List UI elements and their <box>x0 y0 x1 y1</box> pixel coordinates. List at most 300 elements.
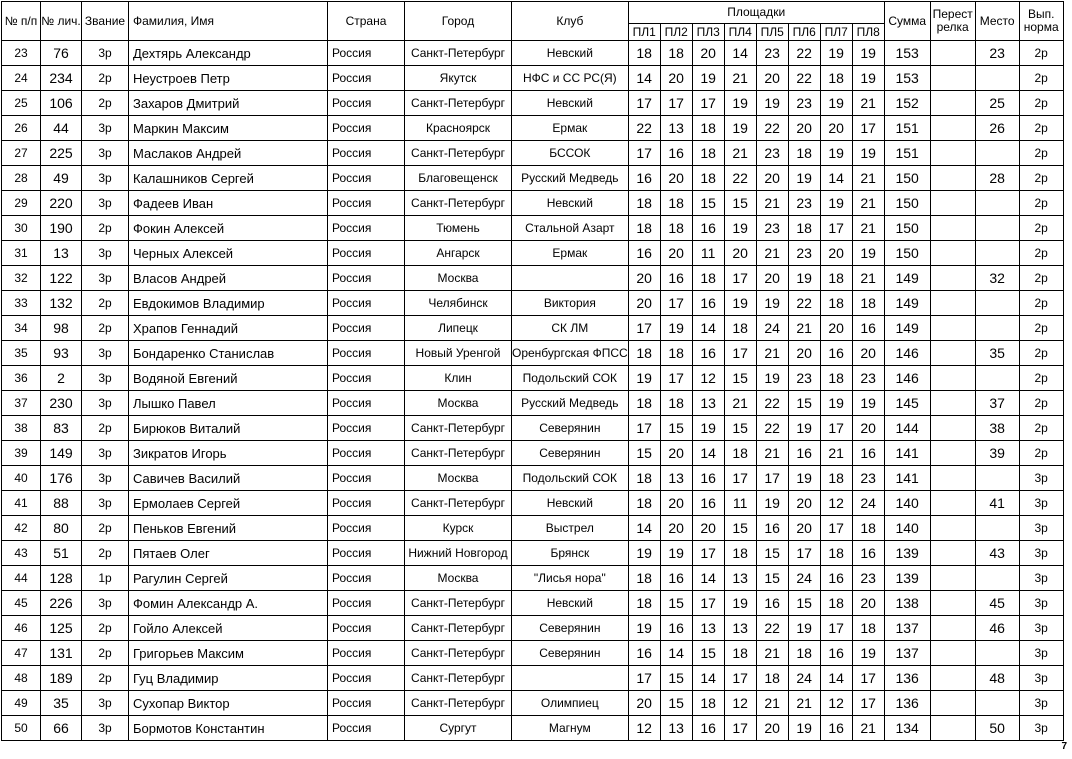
cell-np: 34 <box>2 316 41 341</box>
cell-play <box>930 41 975 66</box>
cell-pl3: 14 <box>692 566 724 591</box>
cell-rank: 3р <box>82 366 129 391</box>
cell-pl4: 13 <box>724 616 756 641</box>
cell-play <box>930 591 975 616</box>
cell-pl6: 22 <box>788 41 820 66</box>
table-row <box>2 691 1064 716</box>
header-sites: Площадки <box>628 2 884 24</box>
cell-pl7: 19 <box>820 391 852 416</box>
cell-sum: 151 <box>884 141 930 166</box>
cell-place: 45 <box>975 591 1019 616</box>
table-row <box>2 491 1064 516</box>
table-row <box>2 416 1064 441</box>
cell-rank: 2р <box>82 666 129 691</box>
cell-lic: 149 <box>41 441 82 466</box>
cell-lic: 106 <box>41 91 82 116</box>
table-row <box>2 166 1064 191</box>
cell-pl6: 18 <box>788 216 820 241</box>
header-name: Фамилия, Имя <box>129 2 328 41</box>
cell-place <box>975 566 1019 591</box>
cell-name: Пятаев Олег <box>129 541 328 566</box>
header-pl7: ПЛ7 <box>820 24 852 41</box>
cell-name: Бормотов Константин <box>129 716 328 741</box>
cell-pl3: 13 <box>692 391 724 416</box>
cell-play <box>930 341 975 366</box>
cell-sum: 153 <box>884 66 930 91</box>
cell-norm: 2р <box>1019 441 1063 466</box>
cell-place <box>975 241 1019 266</box>
cell-sum: 137 <box>884 641 930 666</box>
cell-pl1: 17 <box>628 141 660 166</box>
cell-play <box>930 666 975 691</box>
cell-pl3: 14 <box>692 666 724 691</box>
cell-play <box>930 166 975 191</box>
cell-pl4: 17 <box>724 466 756 491</box>
cell-pl6: 19 <box>788 416 820 441</box>
cell-pl7: 14 <box>820 666 852 691</box>
cell-pl1: 20 <box>628 266 660 291</box>
table-row <box>2 541 1064 566</box>
cell-sum: 144 <box>884 416 930 441</box>
cell-lic: 190 <box>41 216 82 241</box>
cell-pl4: 20 <box>724 241 756 266</box>
cell-play <box>930 241 975 266</box>
cell-pl2: 13 <box>660 716 692 741</box>
cell-norm: 2р <box>1019 266 1063 291</box>
cell-city: Москва <box>405 566 512 591</box>
cell-city: Курск <box>405 516 512 541</box>
cell-pl7: 21 <box>820 441 852 466</box>
cell-city: Новый Уренгой <box>405 341 512 366</box>
cell-country: Россия <box>328 541 405 566</box>
cell-pl8: 16 <box>852 441 884 466</box>
cell-pl8: 17 <box>852 666 884 691</box>
cell-pl5: 20 <box>756 166 788 191</box>
cell-pl6: 19 <box>788 616 820 641</box>
cell-pl4: 15 <box>724 516 756 541</box>
cell-rank: 3р <box>82 166 129 191</box>
cell-norm: 2р <box>1019 41 1063 66</box>
cell-pl2: 16 <box>660 266 692 291</box>
cell-np: 37 <box>2 391 41 416</box>
cell-pl5: 20 <box>756 66 788 91</box>
cell-place <box>975 66 1019 91</box>
table-row <box>2 366 1064 391</box>
cell-pl4: 21 <box>724 391 756 416</box>
cell-norm: 3р <box>1019 541 1063 566</box>
cell-play <box>930 716 975 741</box>
cell-pl8: 16 <box>852 316 884 341</box>
cell-pl6: 21 <box>788 316 820 341</box>
cell-pl8: 19 <box>852 641 884 666</box>
cell-place: 50 <box>975 716 1019 741</box>
cell-pl4: 13 <box>724 566 756 591</box>
cell-play <box>930 491 975 516</box>
cell-pl8: 23 <box>852 366 884 391</box>
cell-pl5: 23 <box>756 141 788 166</box>
cell-pl7: 12 <box>820 691 852 716</box>
cell-pl7: 18 <box>820 591 852 616</box>
cell-play <box>930 291 975 316</box>
cell-club: Олимпиец <box>512 691 629 716</box>
cell-pl3: 18 <box>692 141 724 166</box>
cell-np: 28 <box>2 166 41 191</box>
cell-pl5: 24 <box>756 316 788 341</box>
cell-pl6: 20 <box>788 341 820 366</box>
cell-club: СК ЛМ <box>512 316 629 341</box>
cell-pl4: 18 <box>724 641 756 666</box>
cell-country: Россия <box>328 316 405 341</box>
cell-country: Россия <box>328 491 405 516</box>
cell-pl6: 15 <box>788 391 820 416</box>
cell-pl7: 20 <box>820 116 852 141</box>
cell-pl6: 18 <box>788 641 820 666</box>
table-row <box>2 441 1064 466</box>
cell-np: 46 <box>2 616 41 641</box>
table-row <box>2 266 1064 291</box>
cell-pl6: 21 <box>788 691 820 716</box>
cell-norm: 2р <box>1019 91 1063 116</box>
cell-norm: 2р <box>1019 166 1063 191</box>
cell-name: Водяной Евгений <box>129 366 328 391</box>
cell-play <box>930 366 975 391</box>
cell-sum: 146 <box>884 366 930 391</box>
cell-club: Русский Медведь <box>512 166 629 191</box>
cell-pl5: 21 <box>756 441 788 466</box>
cell-pl8: 23 <box>852 466 884 491</box>
cell-rank: 3р <box>82 191 129 216</box>
cell-city: Санкт-Петербург <box>405 691 512 716</box>
cell-city: Санкт-Петербург <box>405 191 512 216</box>
cell-pl2: 18 <box>660 391 692 416</box>
cell-club <box>512 266 629 291</box>
cell-pl1: 18 <box>628 191 660 216</box>
cell-pl2: 20 <box>660 516 692 541</box>
cell-sum: 137 <box>884 616 930 641</box>
cell-pl8: 17 <box>852 691 884 716</box>
cell-play <box>930 91 975 116</box>
cell-rank: 2р <box>82 416 129 441</box>
cell-pl5: 20 <box>756 716 788 741</box>
cell-country: Россия <box>328 166 405 191</box>
cell-name: Неустроев Петр <box>129 66 328 91</box>
cell-name: Калашников Сергей <box>129 166 328 191</box>
cell-place: 35 <box>975 341 1019 366</box>
cell-pl8: 19 <box>852 391 884 416</box>
table-row <box>2 641 1064 666</box>
cell-pl1: 17 <box>628 316 660 341</box>
cell-play <box>930 541 975 566</box>
cell-name: Лышко Павел <box>129 391 328 416</box>
cell-city: Челябинск <box>405 291 512 316</box>
cell-pl5: 19 <box>756 91 788 116</box>
cell-pl1: 18 <box>628 566 660 591</box>
cell-norm: 2р <box>1019 416 1063 441</box>
cell-pl2: 20 <box>660 441 692 466</box>
cell-club: Ермак <box>512 116 629 141</box>
cell-np: 42 <box>2 516 41 541</box>
cell-play <box>930 566 975 591</box>
cell-place <box>975 516 1019 541</box>
table-row <box>2 716 1064 741</box>
cell-city: Санкт-Петербург <box>405 666 512 691</box>
cell-play <box>930 391 975 416</box>
cell-place: 26 <box>975 116 1019 141</box>
cell-club: Подольский СОК <box>512 366 629 391</box>
cell-pl5: 22 <box>756 416 788 441</box>
cell-sum: 136 <box>884 691 930 716</box>
cell-pl3: 20 <box>692 516 724 541</box>
cell-pl6: 19 <box>788 266 820 291</box>
cell-sum: 149 <box>884 291 930 316</box>
cell-place <box>975 216 1019 241</box>
cell-pl3: 11 <box>692 241 724 266</box>
cell-pl7: 18 <box>820 66 852 91</box>
cell-name: Дехтярь Александр <box>129 41 328 66</box>
cell-lic: 125 <box>41 616 82 641</box>
cell-rank: 3р <box>82 591 129 616</box>
cell-norm: 3р <box>1019 691 1063 716</box>
cell-rank: 3р <box>82 716 129 741</box>
cell-pl4: 17 <box>724 666 756 691</box>
cell-city: Красноярск <box>405 116 512 141</box>
cell-country: Россия <box>328 566 405 591</box>
cell-name: Фокин Алексей <box>129 216 328 241</box>
cell-pl3: 15 <box>692 641 724 666</box>
cell-sum: 141 <box>884 466 930 491</box>
cell-pl5: 22 <box>756 116 788 141</box>
cell-pl5: 23 <box>756 41 788 66</box>
cell-pl7: 18 <box>820 266 852 291</box>
cell-rank: 3р <box>82 441 129 466</box>
cell-pl3: 18 <box>692 116 724 141</box>
header-city: Город <box>405 2 512 41</box>
cell-pl2: 17 <box>660 366 692 391</box>
cell-np: 44 <box>2 566 41 591</box>
cell-lic: 189 <box>41 666 82 691</box>
cell-place: 43 <box>975 541 1019 566</box>
cell-pl6: 18 <box>788 141 820 166</box>
cell-lic: 76 <box>41 41 82 66</box>
cell-city: Санкт-Петербург <box>405 91 512 116</box>
table-row <box>2 41 1064 66</box>
cell-pl2: 15 <box>660 691 692 716</box>
cell-norm: 3р <box>1019 616 1063 641</box>
page-number: 7 <box>1061 741 1067 752</box>
cell-pl5: 15 <box>756 566 788 591</box>
cell-city: Ангарск <box>405 241 512 266</box>
cell-country: Россия <box>328 191 405 216</box>
cell-club: Русский Медведь <box>512 391 629 416</box>
cell-place <box>975 291 1019 316</box>
cell-city: Москва <box>405 391 512 416</box>
cell-pl7: 19 <box>820 91 852 116</box>
cell-rank: 2р <box>82 216 129 241</box>
header-sum: Сумма <box>884 2 930 41</box>
header-club: Клуб <box>512 2 629 41</box>
cell-pl1: 16 <box>628 166 660 191</box>
cell-city: Санкт-Петербург <box>405 441 512 466</box>
cell-name: Рагулин Сергей <box>129 566 328 591</box>
cell-sum: 145 <box>884 391 930 416</box>
cell-pl2: 15 <box>660 666 692 691</box>
cell-pl8: 20 <box>852 591 884 616</box>
cell-pl5: 21 <box>756 341 788 366</box>
cell-play <box>930 441 975 466</box>
cell-pl5: 21 <box>756 641 788 666</box>
cell-sum: 150 <box>884 191 930 216</box>
cell-norm: 2р <box>1019 141 1063 166</box>
cell-city: Санкт-Петербург <box>405 591 512 616</box>
cell-lic: 35 <box>41 691 82 716</box>
cell-name: Савичев Василий <box>129 466 328 491</box>
cell-pl5: 19 <box>756 491 788 516</box>
cell-country: Россия <box>328 66 405 91</box>
header-place: Место <box>975 2 1019 41</box>
cell-club: Невский <box>512 591 629 616</box>
cell-pl5: 20 <box>756 266 788 291</box>
cell-country: Россия <box>328 691 405 716</box>
cell-country: Россия <box>328 716 405 741</box>
cell-country: Россия <box>328 216 405 241</box>
cell-pl5: 21 <box>756 191 788 216</box>
cell-name: Гойло Алексей <box>129 616 328 641</box>
cell-lic: 131 <box>41 641 82 666</box>
cell-country: Россия <box>328 591 405 616</box>
cell-pl1: 18 <box>628 41 660 66</box>
cell-lic: 220 <box>41 191 82 216</box>
cell-np: 35 <box>2 341 41 366</box>
header-pl3: ПЛ3 <box>692 24 724 41</box>
cell-name: Зикратов Игорь <box>129 441 328 466</box>
cell-norm: 2р <box>1019 291 1063 316</box>
cell-sum: 136 <box>884 666 930 691</box>
header-pl5: ПЛ5 <box>756 24 788 41</box>
cell-pl3: 17 <box>692 541 724 566</box>
cell-play <box>930 416 975 441</box>
cell-pl5: 17 <box>756 466 788 491</box>
cell-pl4: 19 <box>724 91 756 116</box>
cell-pl7: 18 <box>820 466 852 491</box>
cell-pl6: 20 <box>788 116 820 141</box>
cell-sum: 140 <box>884 491 930 516</box>
cell-play <box>930 516 975 541</box>
cell-rank: 3р <box>82 116 129 141</box>
cell-place: 23 <box>975 41 1019 66</box>
cell-pl7: 17 <box>820 216 852 241</box>
cell-np: 47 <box>2 641 41 666</box>
cell-pl3: 17 <box>692 91 724 116</box>
cell-place <box>975 691 1019 716</box>
cell-pl4: 18 <box>724 441 756 466</box>
header-np: № п/п <box>2 2 41 41</box>
cell-club: Брянск <box>512 541 629 566</box>
cell-np: 30 <box>2 216 41 241</box>
cell-np: 36 <box>2 366 41 391</box>
cell-club: Невский <box>512 41 629 66</box>
cell-lic: 132 <box>41 291 82 316</box>
cell-club: Оренбургская ФПСС <box>512 341 629 366</box>
cell-name: Гуц Владимир <box>129 666 328 691</box>
table-row <box>2 516 1064 541</box>
cell-sum: 140 <box>884 516 930 541</box>
cell-pl4: 18 <box>724 541 756 566</box>
table-row <box>2 116 1064 141</box>
cell-np: 32 <box>2 266 41 291</box>
cell-club: Невский <box>512 91 629 116</box>
cell-pl7: 14 <box>820 166 852 191</box>
cell-pl3: 17 <box>692 591 724 616</box>
cell-place: 25 <box>975 91 1019 116</box>
cell-pl3: 12 <box>692 366 724 391</box>
cell-club: Виктория <box>512 291 629 316</box>
cell-lic: 226 <box>41 591 82 616</box>
cell-pl8: 18 <box>852 516 884 541</box>
cell-sum: 151 <box>884 116 930 141</box>
cell-pl3: 18 <box>692 691 724 716</box>
cell-pl4: 15 <box>724 416 756 441</box>
cell-rank: 3р <box>82 491 129 516</box>
cell-pl5: 19 <box>756 366 788 391</box>
cell-lic: 225 <box>41 141 82 166</box>
cell-norm: 2р <box>1019 116 1063 141</box>
cell-name: Захаров Дмитрий <box>129 91 328 116</box>
cell-pl1: 14 <box>628 516 660 541</box>
cell-rank: 3р <box>82 41 129 66</box>
cell-pl2: 18 <box>660 41 692 66</box>
cell-play <box>930 641 975 666</box>
cell-np: 45 <box>2 591 41 616</box>
cell-pl5: 16 <box>756 591 788 616</box>
cell-pl4: 21 <box>724 141 756 166</box>
cell-rank: 2р <box>82 616 129 641</box>
cell-city: Санкт-Петербург <box>405 41 512 66</box>
cell-pl1: 19 <box>628 541 660 566</box>
table-row <box>2 141 1064 166</box>
cell-play <box>930 66 975 91</box>
cell-pl4: 19 <box>724 291 756 316</box>
cell-sum: 138 <box>884 591 930 616</box>
cell-pl1: 15 <box>628 441 660 466</box>
cell-norm: 2р <box>1019 216 1063 241</box>
cell-pl7: 16 <box>820 566 852 591</box>
table-row <box>2 391 1064 416</box>
cell-norm: 3р <box>1019 666 1063 691</box>
cell-country: Россия <box>328 41 405 66</box>
cell-pl8: 21 <box>852 716 884 741</box>
cell-country: Россия <box>328 266 405 291</box>
cell-pl6: 23 <box>788 91 820 116</box>
cell-rank: 1р <box>82 566 129 591</box>
cell-name: Маслаков Андрей <box>129 141 328 166</box>
cell-club: НФС и СС РС(Я) <box>512 66 629 91</box>
cell-club: Выстрел <box>512 516 629 541</box>
cell-country: Россия <box>328 391 405 416</box>
cell-club: Магнум <box>512 716 629 741</box>
cell-pl8: 16 <box>852 541 884 566</box>
table-row <box>2 216 1064 241</box>
cell-pl2: 13 <box>660 116 692 141</box>
cell-pl1: 18 <box>628 341 660 366</box>
cell-pl2: 16 <box>660 141 692 166</box>
cell-pl1: 18 <box>628 466 660 491</box>
cell-pl5: 21 <box>756 691 788 716</box>
cell-name: Власов Андрей <box>129 266 328 291</box>
cell-np: 26 <box>2 116 41 141</box>
cell-pl3: 18 <box>692 166 724 191</box>
cell-pl2: 14 <box>660 641 692 666</box>
cell-pl8: 18 <box>852 616 884 641</box>
